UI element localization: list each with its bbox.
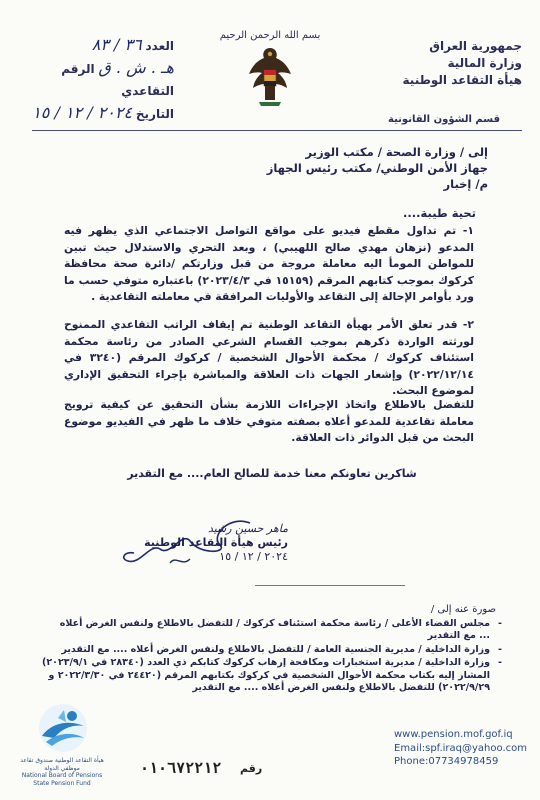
signature-block — [138, 522, 288, 564]
copy-item-intelligence-directorate — [42, 657, 502, 694]
copies-heading: صورة عنه إلى / — [430, 604, 496, 615]
body-paragraph-1: ١- تم تداول مقطع فيديو على مواقع التواصل الاجتماعي الذي يظهر فيه المدعو (نزهان مهدي صالح اللهيبي) ، وبعد التحري والاستدلال حيث تبين للمواطن المومأ اليه معاملة مروجة من قبل وزارتكم /دائرة صحة محافظة كركوك بموجب كتابهم المرقم (١٥١٥٩ في ٢٠٢٣/٤/٣) باعتباره متوفي حسب ما ورد بأوامر الإحالة إلى التقاعد والأوليات المرافقة في معاملته التقاعدية . — [64, 224, 474, 304]
body-paragraph-3: للتفضل بالاطلاع واتخاذ الإجراءات اللازمة بشأن التحقيق عن كيفية ترويج معاملة تقاعدية للمدعو أعلاه بصفته متوفي خلاف ما ظهر في الفيديو موضوع البحث من قبل الدوائر ذات العلاقة. — [64, 398, 474, 445]
addressee-health-ministry: إلى / وزارة الصحة / مكتب الوزير — [305, 145, 488, 159]
retirement-number-label: الرقم التقاعدي — [61, 62, 174, 98]
iraq-eagle-emblem-icon — [245, 42, 295, 112]
website-link[interactable]: www.pension.mof.gof.iq — [394, 729, 513, 740]
signatory-title: رئيس هيأة التقاعد الوطنية — [144, 536, 288, 549]
doc-number-label: العدد — [145, 39, 174, 53]
copies-list — [42, 618, 502, 695]
addressee-national-security: جهاز الأمن الوطني/ مكتب رئيس الجهاز — [266, 161, 488, 175]
copy-item-nationality-directorate — [42, 644, 502, 656]
phone-number: Phone:07734978459 — [394, 756, 499, 767]
doc-date-row — [24, 102, 174, 125]
email-link[interactable]: Email:spf.iraq@yahoo.com — [394, 742, 527, 754]
header-line-board: هيأة التقاعد الوطنية — [402, 73, 522, 87]
signature-date: ٢٠٢٤ / ١٢ / ١٥ — [219, 550, 288, 563]
doc-date-label: التاريخ — [135, 107, 174, 121]
doc-date-value: ٢٠٢٤ / ١٢ / ١٥ — [32, 103, 133, 122]
legal-department-label: قسم الشؤون القانونية — [388, 114, 500, 125]
greeting: تحية طيبة.... — [403, 206, 476, 220]
header-divider — [32, 130, 522, 131]
reference-number: ٠١٠٦٧٢٢١٢ — [140, 759, 222, 777]
signatory-name: ماهر حسين رشيد — [207, 522, 288, 535]
reference-label: رقم — [240, 762, 263, 775]
retirement-number-row — [24, 57, 174, 102]
pension-fund-name-en: National Board of Pensions State Pension Fund — [21, 772, 103, 787]
copy-item-text: مجلس القضاء الأعلى / رئاسة محكمة استئناف كركوك / للتفضل بالاطلاع ولنفس الغرض أعلاه — [59, 618, 490, 629]
copy-item-suffix: ... مع التقدير — [427, 630, 490, 642]
pension-fund-name-ar: هيأة التقاعد الوطنية صندوق تقاعد موظفي الدولة — [20, 757, 104, 772]
basmala: بسم الله الرحمن الرحيم — [219, 30, 321, 41]
body-paragraph-2: ٢- قدر تعلق الأمر بهيأة التقاعد الوطنية تم إيقاف الراتب التقاعدي الممنوح لورثته الواردة ذكرهم بموجب القسام الشرعي الصادر من رئاسة محكمة استئناف كركوك / محكمة الأحوال الشخصية / كركوك المرقم (٣٢٤٠ في ٢٠٢٢/١٢/١٤) وإشعار الجهات ذات العلاقة والمباشرة بإجراء التحقيق الإداري لموضوع البحث. — [64, 318, 474, 398]
doc-number-row — [24, 34, 174, 57]
doc-number-value: ٣٦ / ٨٣ — [91, 35, 142, 54]
signature-underline — [255, 585, 405, 586]
copy-item-judicial-council — [42, 618, 502, 643]
pension-fund-name — [14, 757, 110, 787]
header-line-ministry: وزارة المالية — [447, 56, 522, 70]
addressees-block — [68, 144, 488, 192]
copy-item-text: وزارة الداخلية / مديرية الجنسية العامة / للتفضل بالاطلاع ولنفس الغرض أعلاه .... مع التقدير — [61, 643, 490, 655]
subject-line: م/ إخبار — [443, 177, 488, 191]
closing-thanks: شاكرين تعاونكم معنا خدمة للصالح العام.... مع التقدير — [127, 467, 417, 480]
contact-block — [394, 728, 534, 769]
copy-item-text: وزارة الداخلية / مديرية استخبارات ومكافحة إرهاب كركوك كتابكم ذي العدد (٢٨٣٤٠ في ٢٠٢٣/٩/١) المشار إليه بكتاب محكمة الأحوال الشخصية في كركوك بكتابهم المرقم (٢٤٤٢٠ في ٢٠٢٢/٣/٣٠ و ٢٠٢٢/٩/٢٩) للتفضل بالاطلاع ولنفس الغرض أعلاه .... مع التقدير — [42, 657, 490, 694]
header-ministry-block — [372, 38, 522, 89]
header-reference-block — [24, 34, 174, 125]
pension-fund-logo-icon — [28, 700, 98, 760]
header-line-country: جمهورية العراق — [429, 39, 522, 53]
retirement-number-value: هـ . ش . ق — [98, 58, 174, 77]
